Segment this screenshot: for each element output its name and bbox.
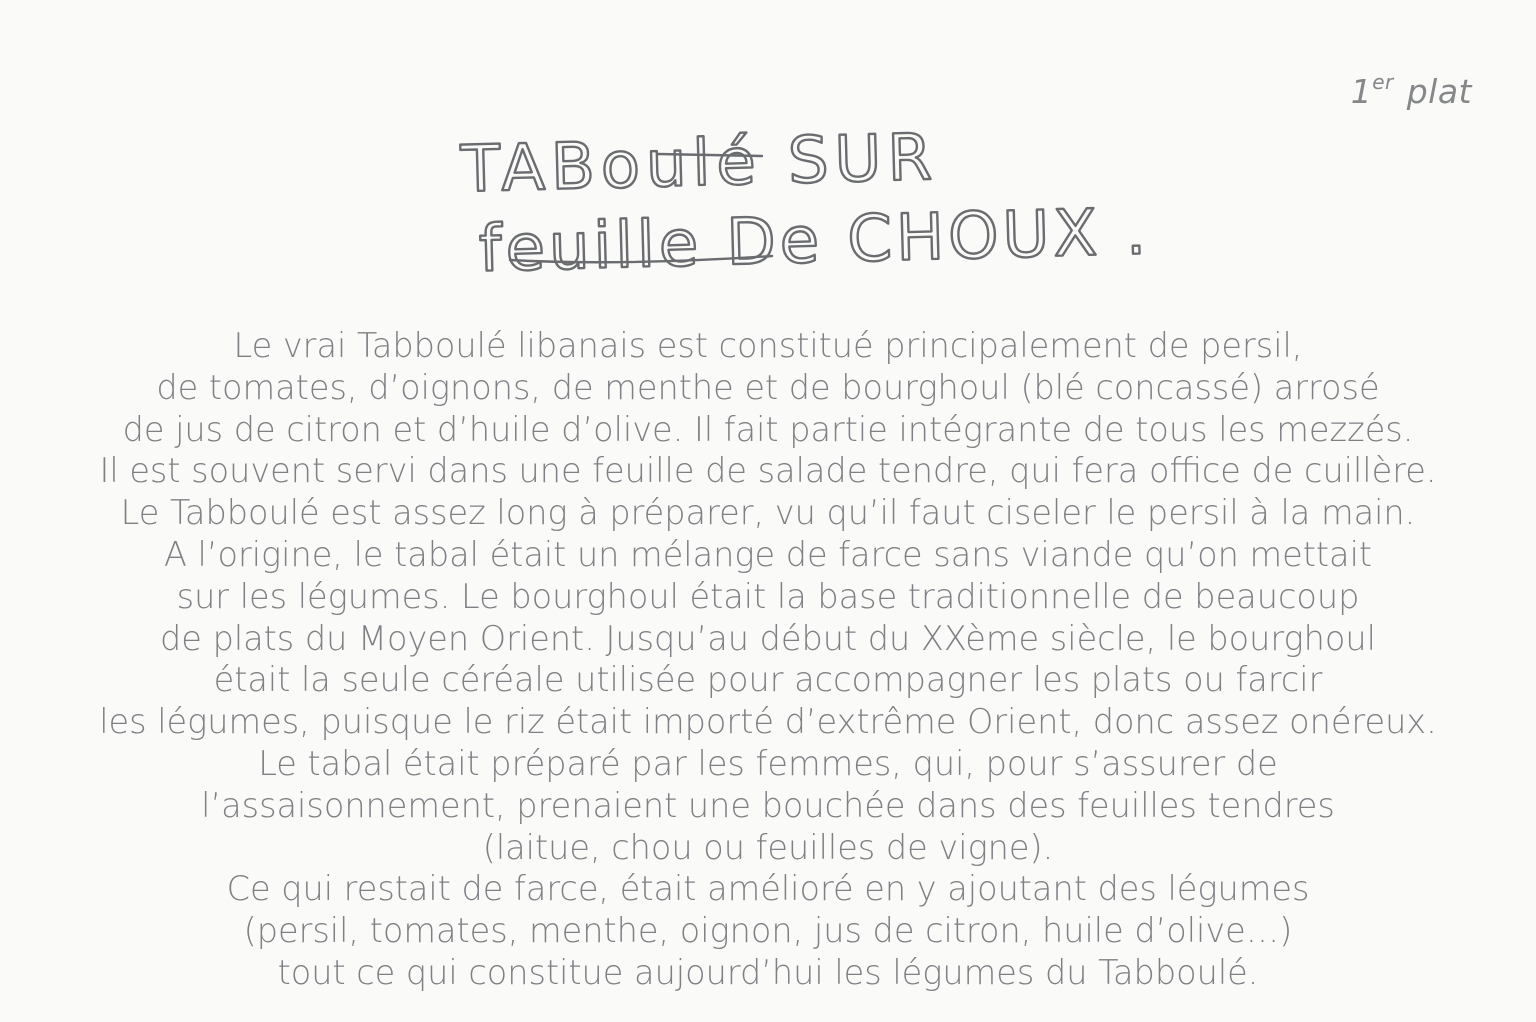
body-line: était la seule céréale utilisée pour accompagner les plats ou farcir [213, 660, 1323, 700]
title-line-1: TABoulé SUR [460, 120, 939, 208]
body-line: sur les légumes. Le bourghoul était la base traditionnelle de beaucoup [176, 576, 1360, 616]
body-line: Le Tabboulé est assez long à préparer, vu qu’il faut ciseler le persil à la main. [120, 493, 1416, 533]
body-line: l’assaisonnement, prenaient une bouchée dans des feuilles tendres [201, 785, 1335, 825]
body-line: Il est souvent servi dans une feuille de salade tendre, qui fera office de cuillère. [99, 451, 1437, 491]
body-line: tout ce qui constitue aujourd’hui les légumes du Tabboulé. [277, 952, 1259, 992]
course-label [1351, 70, 1472, 111]
body-line: (persil, tomates, menthe, oignon, jus de citron, huile d’olive…) [243, 911, 1293, 951]
course-label-text: plat [1406, 72, 1472, 111]
body-line: de jus de citron et d’huile d’olive. Il fait partie intégrante de tous les mezzés. [122, 409, 1414, 449]
recipe-description [0, 325, 1536, 994]
body-line: de plats du Moyen Orient. Jusqu’au début du XXème siècle, le bourghoul [160, 618, 1376, 658]
handwritten-title [0, 110, 1536, 310]
course-ordinal-suffix: er [1372, 70, 1394, 94]
body-line: de tomates, d’oignons, de menthe et de bourghoul (blé concassé) arrosé [156, 367, 1380, 407]
body-line: Le tabal était préparé par les femmes, qui, pour s’assurer de [258, 743, 1278, 783]
body-line: (laitue, chou ou feuilles de vigne). [482, 827, 1054, 867]
body-line: Ce qui restait de farce, était amélioré en y ajoutant des légumes [226, 869, 1310, 909]
title-line-2: feuille De CHOUX . [478, 195, 1151, 287]
course-ordinal: 1 [1350, 72, 1373, 111]
body-line: A l’origine, le tabal était un mélange de farce sans viande qu’on mettait [163, 534, 1373, 574]
body-line: les légumes, puisque le riz était importé d’extrême Orient, donc assez onéreux. [99, 702, 1437, 742]
body-line: Le vrai Tabboulé libanais est constitué principalement de persil, [233, 326, 1303, 365]
